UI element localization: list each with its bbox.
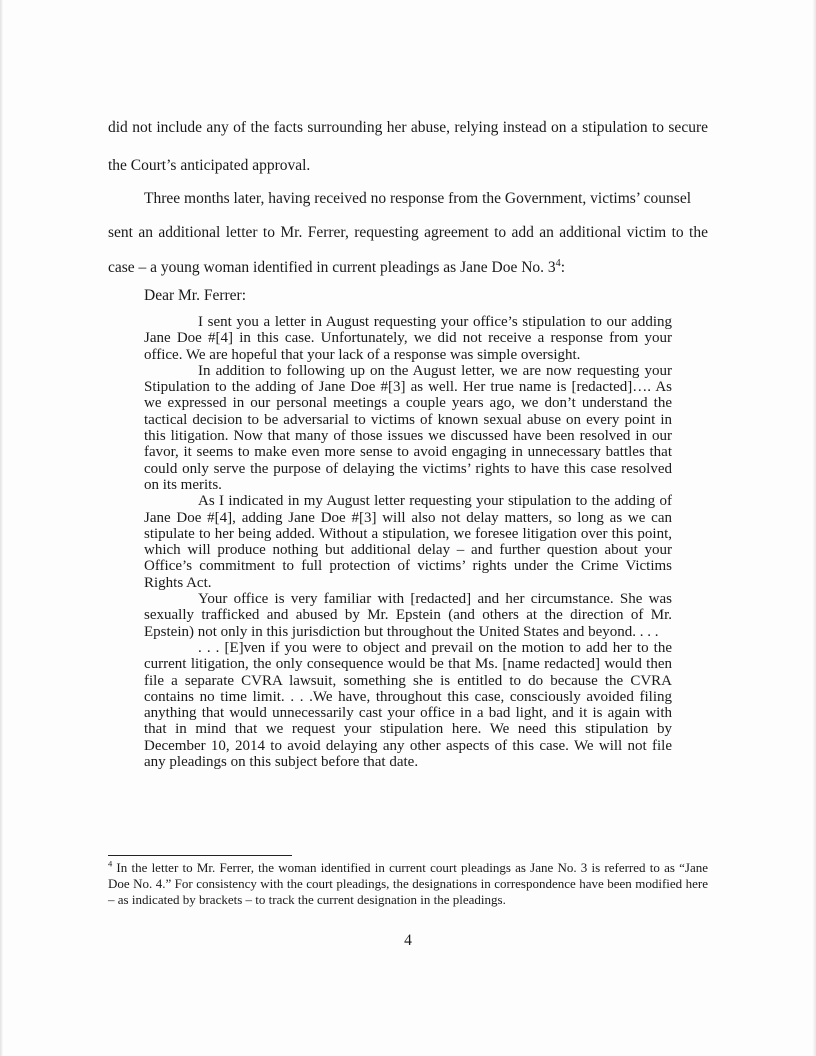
letter-paragraph: . . . [E]ven if you were to object and prevail on the motion to add her to the current litigation, the only consequence would be that Ms. [name redacted] would then file a separate CVRA lawsuit, something she is entitled to do because the CVRA contains no time limit. . . .We have, throughout this case, consciously avoided filing anything that would unnecessarily cast your office in a bad light, and it is again with that in mind that we request your stipulation here. We need this stipulation by December 10, 2014 to avoid delaying any other aspects of this case. We will not file any pleadings on this subject before that date. (144, 639, 672, 771)
body-line-5-text: case – a young woman identified in current pleadings as Jane Doe No. 3 (108, 259, 556, 276)
body-line-4: sent an additional letter to Mr. Ferrer, requesting agreement to add an additional victim to the (108, 224, 708, 241)
body-line-1: did not include any of the facts surrounding her abuse, relying instead on a stipulation to secure (108, 119, 708, 136)
letter-paragraph: In addition to following up on the August letter, we are now requesting your Stipulation to the adding of Jane Doe #[3] as well. Her true name is [redacted]…. As we expressed in our personal meetings a couple years ago, we don’t understand the tactical decision to be adversarial to victims of known sexual abuse on every point in this litigation. Now that many of those issues we discussed have been resolved in our favor, it seems to make even more sense to avoid engaging in unnecessary battles that could only serve the purpose of delaying the victims’ rights to have this case resolved on its merits. (144, 362, 672, 493)
footnote-text: In the letter to Mr. Ferrer, the woman identified in current court pleadings as Jane No. 3 is referred to as “Jane Doe No. 4.” For consistency with the court pleadings, the designations in correspondence have been modified here – as indicated by brackets – to track the current designation in the pleadings. (108, 860, 708, 907)
body-line-3: Three months later, having received no response from the Government, victims’ counsel (144, 190, 692, 207)
letter-paragraph: Your office is very familiar with [redacted] and her circumstance. She was sexually trafficked and abused by Mr. Epstein (and others at the direction of Mr. Epstein) not only in this jurisdiction but throughout the United States and beyond. . . . (144, 591, 672, 640)
footnote-separator (108, 855, 292, 856)
body-line-2: the Court’s anticipated approval. (108, 157, 311, 174)
body-line-5 (108, 258, 565, 278)
scan-edge-left (0, 0, 3, 1056)
footnote (108, 860, 708, 908)
footnote-reference: 4 (555, 257, 561, 269)
letter-salutation: Dear Mr. Ferrer: (144, 287, 246, 304)
letter-paragraph: I sent you a letter in August requesting your office’s stipulation to our adding Jane Doe #[4] in this case. Unfortunately, we did not receive a response from your office. We are hopeful that your lack of a response was simple oversight. (144, 314, 672, 363)
page-number: 4 (404, 932, 412, 949)
body-line-5-end: : (560, 259, 565, 276)
footnote-marker: 4 (108, 858, 113, 869)
letter-paragraph: As I indicated in my August letter requesting your stipulation to the adding of Jane Doe #[4], adding Jane Doe #[3] will also not delay matters, so long as we can stipulate to her being added. Without a stipulation, we foresee litigation over this point, which will produce nothing but additional delay – and further question about your Office’s commitment to full protection of victims’ rights under the Crime Victims Rights Act. (144, 493, 672, 591)
letter-block-quote (144, 314, 672, 770)
